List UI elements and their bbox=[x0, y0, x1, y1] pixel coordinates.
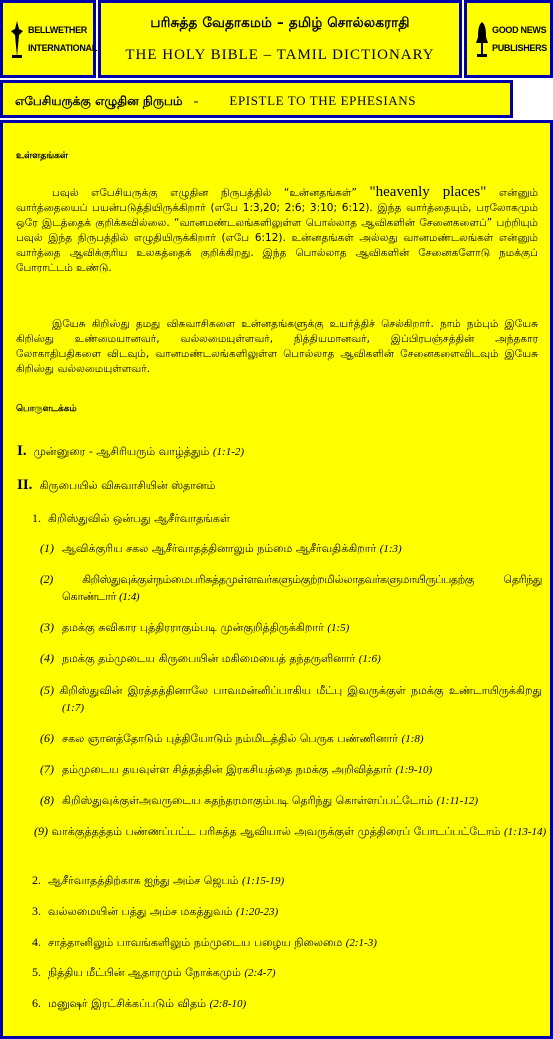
outline-text: கிறிஸ்துவுக்குள்அவருடைய சுதந்தரமாகும்படி தெரிந்து கொள்ளப்பட்டோம் bbox=[62, 794, 434, 807]
outline-reference: (1:6) bbox=[358, 653, 381, 665]
bell-icon bbox=[475, 19, 489, 59]
outline-reference: (2:8-10) bbox=[209, 998, 247, 1010]
outline-text: கிறிஸ்துவில் ஒன்பது ஆசீர்வாதங்கள் bbox=[48, 512, 230, 525]
outline-text: மனுஷர் இரட்சிக்கப்படும் விதம் bbox=[48, 997, 207, 1010]
bellwether-logo-line: INTERNATIONAL bbox=[28, 43, 97, 53]
outline-number: 5. bbox=[32, 965, 41, 979]
outline-number: 4. bbox=[32, 935, 41, 949]
bellwether-icon bbox=[9, 19, 25, 59]
outline-reference: (1:3) bbox=[379, 543, 402, 555]
outline-text: சகல ஞானத்தோடும் புத்தியோடும் நம்மிடத்தில் பெருக பண்ணினார் bbox=[62, 732, 399, 745]
paragraph-text: என்னும் வார்த்தையைப் பயன்படுத்தியிருக்கிறார் (எபே 1:3,20; 2:6; 3:10; 6:12). இந்த வார்த்தையும், பரலோகமும் ஒரே இடத்தைக் குறிக்கவில்லை. “வானமண்டலங்களிலுள்ள பொல்லாத ஆவிகளின் சேனைகளைப்” பற்றியும் பவுல் இந்த நிருபத்தில் எழுதியிருக்கிறார் (எபே 6:12). உன்னதங்கள் அல்லது வானமண்டலங்கள் என்னும் வார்த்தை ஆவிக்குரிய உலகத்தைக் குறிக்கிறது. இந்த பொல்லாத ஆவிகளின் சேனைகளோடு நமக்குப் போராட்டம் உண்டு. bbox=[16, 187, 538, 274]
paragraph-heavenly-places bbox=[16, 185, 538, 276]
bellwether-logo-line: BELLWETHER bbox=[28, 25, 87, 35]
outline-item bbox=[34, 823, 548, 841]
outline-item bbox=[40, 571, 542, 606]
outline-number: 3. bbox=[32, 904, 41, 918]
epistle-title bbox=[15, 90, 416, 110]
outline-reference: (1:1-2) bbox=[212, 446, 245, 458]
outline-text: கிருபையில் விசுவாசியின் ஸ்தானம் bbox=[39, 479, 216, 492]
outline-item bbox=[32, 904, 278, 920]
outline-reference: (2:1-3) bbox=[345, 937, 377, 949]
outline-text: கிறிஸ்துவின் இரத்தத்தினாலே பாவமன்னிப்பாகிய மீட்பு இவருக்குள் நமக்கு உண்டாயிருக்கிறது bbox=[59, 684, 542, 697]
page-title-tamil: பரிசுத்த வேதாகமம் – தமிழ் சொல்லகராதி bbox=[150, 15, 410, 31]
outline-text: வாக்குத்தத்தம் பண்ணப்பட்ட பரிசுத்த ஆவியால் அவருக்குள் முத்திரைப் போடப்பட்டோம் bbox=[51, 825, 501, 838]
bellwether-logo bbox=[9, 11, 97, 67]
outline-reference: (1:13-14) bbox=[504, 826, 547, 838]
outline-number: (4) bbox=[40, 651, 54, 665]
good-news-logo-text bbox=[492, 21, 547, 57]
section-heading-heavenly-places: உள்ளதங்கள் bbox=[16, 151, 69, 161]
outline-number: II. bbox=[17, 477, 33, 493]
outline-text: சாத்தானிலும் பாவங்களிலும் நம்முடைய பழைய நிலைமை bbox=[48, 936, 343, 949]
outline-text: நித்திய மீட்பின் ஆதாரமும் நோக்கமும் bbox=[48, 966, 241, 979]
outline-item bbox=[40, 762, 432, 778]
bellwether-logo-text bbox=[28, 21, 97, 57]
outline-number: (7) bbox=[40, 762, 54, 776]
outline-number: (2) bbox=[40, 572, 53, 586]
good-news-logo-panel bbox=[464, 0, 553, 78]
epistle-title-panel bbox=[0, 80, 513, 118]
outline-number: (1) bbox=[40, 541, 54, 555]
outline-text: தம்முடைய தயவுள்ள சித்தத்தின் இரகசியத்தை நமக்கு அறிவித்தார் bbox=[62, 763, 392, 776]
outline-number: (8) bbox=[40, 793, 54, 807]
good-news-logo-line: GOOD NEWS bbox=[492, 25, 547, 35]
outline-number: 1. bbox=[32, 511, 41, 525]
outline-text: தமக்கு சுவிகார புத்திரராகும்படி முன்குறித்திருக்கிறார் bbox=[62, 621, 324, 634]
good-news-logo-line: PUBLISHERS bbox=[492, 43, 548, 53]
outline-item bbox=[40, 620, 349, 636]
outline-item bbox=[40, 682, 542, 717]
outline-reference: (1:20-23) bbox=[236, 906, 279, 918]
outline-number: 6. bbox=[32, 996, 41, 1010]
outline-item bbox=[40, 541, 402, 557]
outline-text: நமக்கு தம்முடைய கிருபையின் மகிமையைத் தந்தருளினார் bbox=[62, 652, 356, 665]
outline-text: முன்னுரை - ஆசிரியரும் வாழ்த்தும் bbox=[33, 445, 210, 458]
outline-item bbox=[32, 935, 377, 951]
outline-item bbox=[17, 443, 244, 460]
outline-number: (6) bbox=[40, 731, 54, 745]
epistle-title-tamil: எபேசியருக்கு எழுதின நிருபம் bbox=[15, 94, 183, 108]
heavenly-places-term: "heavenly places" bbox=[369, 184, 487, 200]
outline-reference: (1:11-12) bbox=[436, 795, 478, 807]
outline-reference: (1:8) bbox=[401, 733, 424, 745]
outline-text: வல்லமையின் பத்து அம்ச மகத்துவம் bbox=[48, 905, 233, 918]
outline-reference: (1:7) bbox=[62, 702, 84, 714]
good-news-logo bbox=[475, 11, 548, 67]
outline-reference: (1:4) bbox=[119, 591, 140, 603]
outline-number: 2. bbox=[32, 873, 41, 887]
outline-item bbox=[40, 731, 424, 747]
outline-item bbox=[17, 477, 215, 494]
outline-text: ஆசீர்வாதத்திற்காக ஐந்து அம்ச ஜெபம் bbox=[48, 874, 239, 887]
outline-text: ஆவிக்குரிய சகல ஆசீர்வாதத்தினாலும் நம்மை ஆசீர்வதிக்கிறார் bbox=[62, 542, 377, 555]
paragraph-text: பவுல் எபேசியருக்கு எழுதின நிருபத்தில் “உன்னதங்கள்” bbox=[52, 187, 357, 199]
outline-number: (5) bbox=[40, 683, 54, 697]
outline-reference: (1:15-19) bbox=[242, 875, 285, 887]
outline-reference: (1:9-10) bbox=[395, 764, 433, 776]
bellwether-logo-panel bbox=[0, 0, 96, 78]
outline-item bbox=[32, 873, 284, 889]
epistle-title-separator: - bbox=[193, 94, 199, 109]
outline-number: I. bbox=[17, 443, 27, 459]
epistle-title-english: EPISTLE TO THE EPHESIANS bbox=[229, 93, 417, 108]
outline-reference: (2:4-7) bbox=[244, 967, 276, 979]
paragraph-exaltation: இயேசு கிறிஸ்து தமது விசுவாசிகளை உன்னதங்களுக்கு உயர்த்திச் செல்கிறார். நாம் நம்பும் இயேசு கிறிஸ்து உண்மையானவர், வல்லமையுள்ளவர், நித்தியமானவர், இப்பிரபஞ்சத்தின் அந்தகார லோகாதிபதிகளை விடவும், வானமண்டலங்களிலுள்ள பொல்லாத ஆவிகளின் சேனைகளைவிடவும் இயேசு கிறிஸ்து வல்லமையுள்ளவர். bbox=[16, 318, 538, 375]
section-heading-contents: பொருளடக்கம் bbox=[16, 404, 77, 414]
title-panel bbox=[98, 0, 462, 78]
outline-number: (3) bbox=[40, 620, 54, 634]
outline-text: கிறிஸ்துவுக்குள்நம்மைபரிசுத்தமுள்ளவர்களும்குற்றமில்லாதவர்களுமாயிருப்பதற்கு தெரிந்து கொண்டார் bbox=[62, 573, 542, 603]
outline-item bbox=[32, 996, 246, 1012]
page-title-english: THE HOLY BIBLE – TAMIL DICTIONARY bbox=[125, 47, 435, 63]
outline-reference: (1:5) bbox=[327, 622, 350, 634]
outline-item bbox=[32, 965, 276, 981]
outline-number: (9) bbox=[34, 824, 48, 838]
outline-item bbox=[32, 511, 230, 527]
outline-item bbox=[40, 793, 478, 809]
outline-item bbox=[40, 651, 381, 667]
